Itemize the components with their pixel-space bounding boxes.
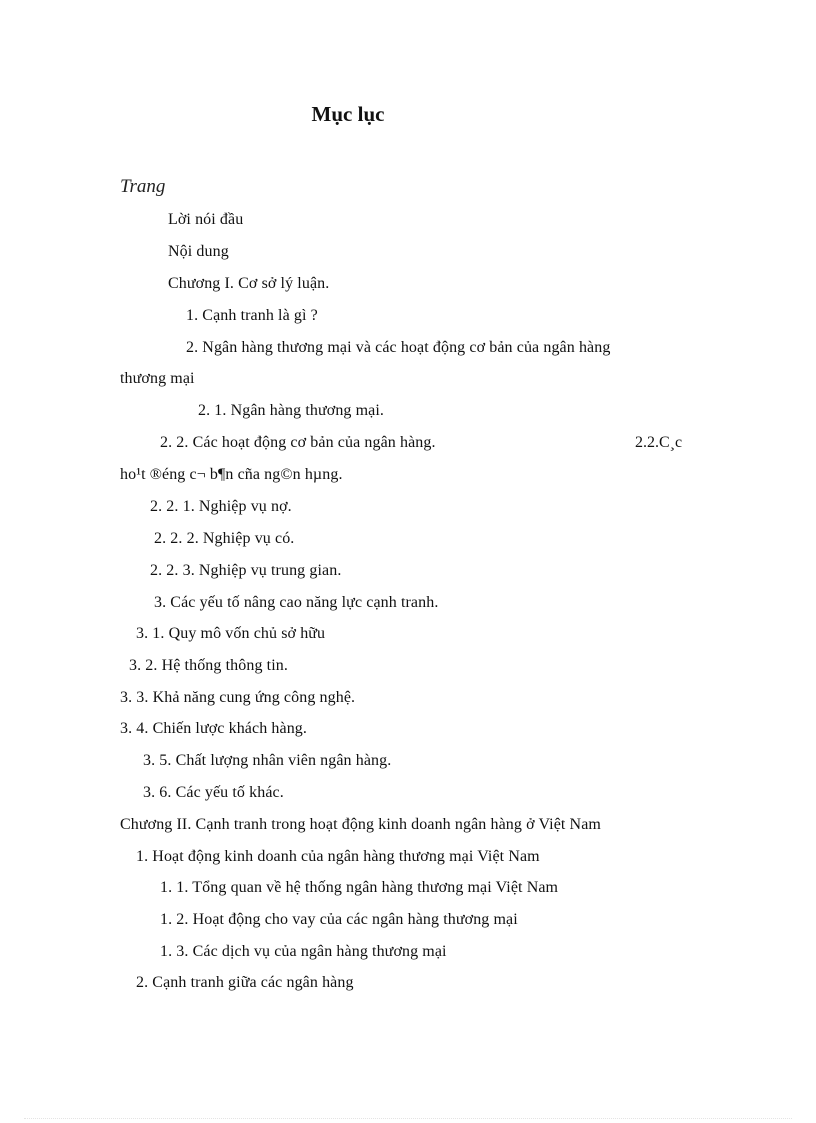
toc-entry: 3. 6. Các yếu tố khác. (143, 784, 284, 801)
toc-entry-continuation: thương mại (120, 370, 195, 387)
toc-entry: 1. 2. Hoạt động cho vay của các ngân hàng thương mại (160, 911, 518, 928)
toc-entry: 2. 2. 2. Nghiệp vụ có. (154, 530, 295, 547)
garbled-text-line: ho¹t ®éng c¬ b¶n cña ng©n hµng. (120, 466, 343, 483)
toc-entry: 2. 1. Ngân hàng thương mại. (198, 402, 385, 419)
toc-entry: 2. 2. 3. Nghiệp vụ trung gian. (150, 562, 342, 579)
toc-entry: 2. 2. 1. Nghiệp vụ nợ. (150, 498, 292, 515)
page-title: Mục lục (311, 102, 385, 126)
toc-entry: 3. 1. Quy mô vốn chủ sở hữu (136, 625, 326, 642)
page-column-label: Trang (120, 176, 166, 197)
toc-entry: 1. Cạnh tranh là gì ? (186, 307, 318, 324)
toc-entry: Lời nói đầu (168, 211, 244, 228)
toc-entry: 3. 3. Khả năng cung ứng công nghệ. (120, 689, 356, 706)
toc-entry: 1. Hoạt động kinh doanh của ngân hàng thương mại Việt Nam (136, 848, 540, 865)
toc-entry: 1. 3. Các dịch vụ của ngân hàng thương mại (160, 943, 447, 960)
toc-entry: Nội dung (168, 243, 229, 260)
toc-entry: 2. Cạnh tranh giữa các ngân hàng (136, 974, 354, 991)
toc-entry: Chương I. Cơ sở lý luận. (168, 275, 330, 292)
toc-entry: 2. 2. Các hoạt động cơ bản của ngân hàng. (160, 434, 436, 451)
toc-entry: 3. 2. Hệ thống thông tin. (129, 657, 288, 674)
toc-entry: 3. 5. Chất lượng nhân viên ngân hàng. (143, 752, 392, 769)
toc-entry: 3. Các yếu tố nâng cao năng lực cạnh tranh. (154, 594, 439, 611)
toc-entry: 1. 1. Tổng quan về hệ thống ngân hàng thương mại Việt Nam (160, 879, 559, 896)
toc-entry: 3. 4. Chiến lược khách hàng. (120, 720, 308, 737)
garbled-text-fragment: 2.2.C¸c (635, 434, 683, 451)
toc-entry: Chương II. Cạnh tranh trong hoạt động kinh doanh ngân hàng ở Việt Nam (120, 816, 601, 833)
page-bottom-divider (24, 1118, 792, 1119)
toc-entry: 2. Ngân hàng thương mại và các hoạt động cơ bản của ngân hàng (186, 339, 611, 356)
